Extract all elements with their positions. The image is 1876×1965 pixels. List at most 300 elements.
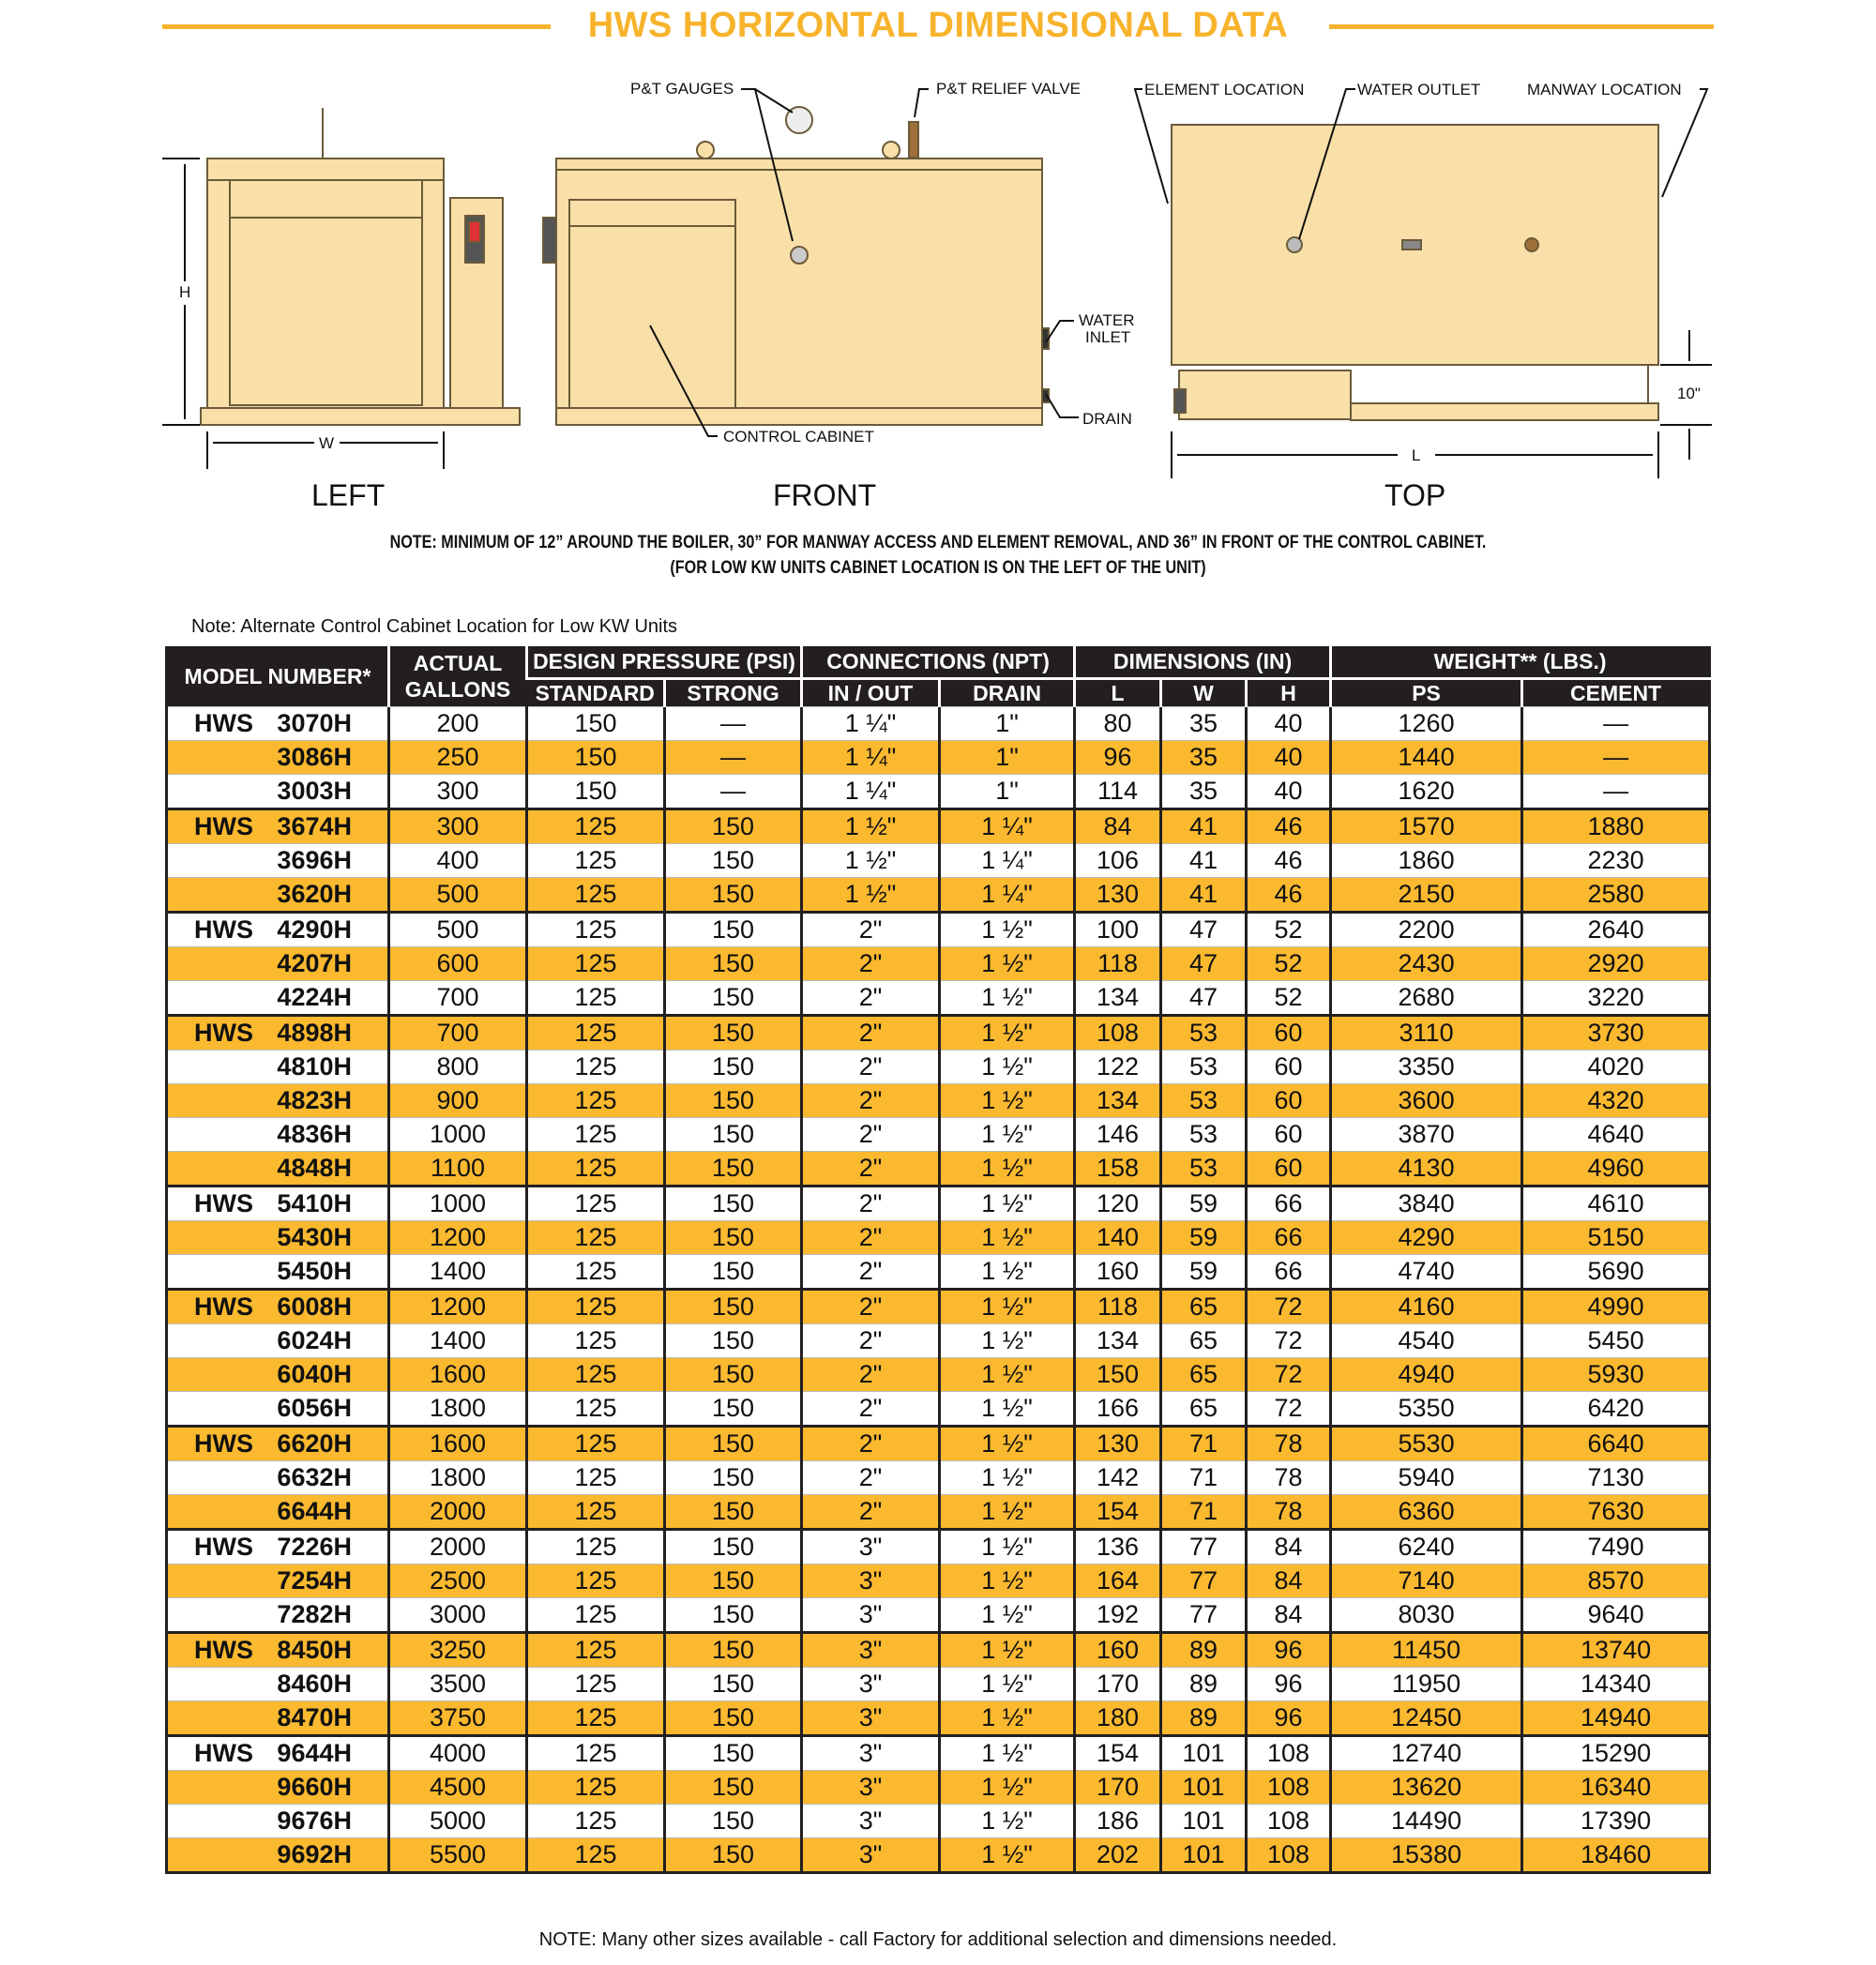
cell-drain: 1 ½" xyxy=(940,1289,1075,1323)
header-weight: WEIGHT** (LBS.) xyxy=(1331,646,1710,678)
cell-w: 53 xyxy=(1161,1083,1247,1117)
table-row xyxy=(167,1083,1710,1117)
table-note: Note: Alternate Control Cabinet Location for Low KW Units xyxy=(191,616,678,637)
cell-h: 66 xyxy=(1247,1186,1331,1220)
cell-h: 96 xyxy=(1247,1700,1331,1735)
cell-ps: 1440 xyxy=(1331,740,1522,774)
cell-cement: 7130 xyxy=(1522,1460,1710,1494)
model-prefix: HWS xyxy=(194,708,253,737)
cell-h: 108 xyxy=(1247,1770,1331,1804)
cell-strong: 150 xyxy=(665,946,802,980)
cell-ps: 12740 xyxy=(1331,1735,1522,1770)
cell-l: 160 xyxy=(1075,1632,1161,1667)
clearance-note: NOTE: MINIMUM OF 12” AROUND THE BOILER, 30” FOR MANWAY ACCESS AND ELEMENT REMOVAL, AND 36” IN FRONT OF THE CONTROL CABINET. xyxy=(389,533,1487,552)
header-standard: STANDARD xyxy=(527,678,665,706)
cell-ps: 1860 xyxy=(1331,843,1522,877)
cell-ps: 4540 xyxy=(1331,1323,1522,1357)
model-number: 8460H xyxy=(277,1669,352,1698)
cell-cement: 4320 xyxy=(1522,1083,1710,1117)
dimensional-data-table xyxy=(165,646,1711,1874)
cell-h: 72 xyxy=(1247,1391,1331,1426)
cell-strong: 150 xyxy=(665,1632,802,1667)
cell-l: 146 xyxy=(1075,1117,1161,1151)
cell-h: 66 xyxy=(1247,1220,1331,1254)
cell-ps: 15380 xyxy=(1331,1837,1522,1872)
cell-gallons: 1600 xyxy=(389,1357,527,1391)
cell-ps: 5530 xyxy=(1331,1426,1522,1460)
model-number: 6024H xyxy=(277,1325,352,1354)
cell-ps: 3600 xyxy=(1331,1083,1522,1117)
cell-in-out: 2" xyxy=(802,1220,940,1254)
cell-ps: 11950 xyxy=(1331,1667,1522,1700)
cell-model xyxy=(167,1564,389,1597)
header-w: W xyxy=(1161,678,1247,706)
callout-water-inlet-1: WATER xyxy=(1079,311,1135,329)
cell-drain: 1 ¼" xyxy=(940,809,1075,843)
cell-h: 108 xyxy=(1247,1735,1331,1770)
cell-cement: — xyxy=(1522,706,1710,740)
cell-gallons: 300 xyxy=(389,774,527,809)
cell-h: 46 xyxy=(1247,809,1331,843)
table-row xyxy=(167,740,1710,774)
cell-cement: 6420 xyxy=(1522,1391,1710,1426)
model-number: 4207H xyxy=(277,948,352,977)
cell-drain: 1 ½" xyxy=(940,1837,1075,1872)
cell-model xyxy=(167,1050,389,1083)
cell-in-out: 2" xyxy=(802,1083,940,1117)
cell-standard: 125 xyxy=(527,912,665,946)
cell-drain: 1 ½" xyxy=(940,1015,1075,1050)
cell-cement: 9640 xyxy=(1522,1597,1710,1632)
cell-gallons: 1200 xyxy=(389,1289,527,1323)
table-row xyxy=(167,1700,1710,1735)
table-row xyxy=(167,706,1710,740)
cell-w: 71 xyxy=(1161,1426,1247,1460)
cell-w: 89 xyxy=(1161,1667,1247,1700)
cell-drain: 1" xyxy=(940,774,1075,809)
model-prefix: HWS xyxy=(194,1532,253,1561)
model-number: 9644H xyxy=(277,1738,352,1767)
cell-l: 134 xyxy=(1075,980,1161,1015)
table-row xyxy=(167,912,1710,946)
cell-standard: 125 xyxy=(527,877,665,912)
cell-gallons: 3500 xyxy=(389,1667,527,1700)
cell-cement: 1880 xyxy=(1522,809,1710,843)
cell-strong: 150 xyxy=(665,1597,802,1632)
cell-strong: 150 xyxy=(665,1770,802,1804)
cell-l: 170 xyxy=(1075,1667,1161,1700)
cell-strong: 150 xyxy=(665,1289,802,1323)
table-row xyxy=(167,1117,1710,1151)
cell-l: 202 xyxy=(1075,1837,1161,1872)
cell-in-out: 2" xyxy=(802,1391,940,1426)
cell-w: 35 xyxy=(1161,740,1247,774)
model-number: 3070H xyxy=(277,708,352,737)
cell-in-out: 3" xyxy=(802,1564,940,1597)
model-number: 7226H xyxy=(277,1532,352,1561)
cell-in-out: 2" xyxy=(802,1254,940,1289)
cell-gallons: 250 xyxy=(389,740,527,774)
model-number: 4823H xyxy=(277,1085,352,1114)
cell-ps: 12450 xyxy=(1331,1700,1522,1735)
cell-cement: 3730 xyxy=(1522,1015,1710,1050)
view-label-front: FRONT xyxy=(773,478,877,512)
cell-strong: 150 xyxy=(665,1357,802,1391)
model-number: 4810H xyxy=(277,1051,352,1081)
cell-model xyxy=(167,946,389,980)
cell-drain: 1 ½" xyxy=(940,1700,1075,1735)
callout-pt-gauges: P&T GAUGES xyxy=(630,80,734,98)
cell-standard: 125 xyxy=(527,1529,665,1564)
cell-gallons: 3000 xyxy=(389,1597,527,1632)
cell-drain: 1" xyxy=(940,740,1075,774)
cell-h: 108 xyxy=(1247,1804,1331,1837)
top-view-drawing xyxy=(1172,125,1658,420)
cell-strong: 150 xyxy=(665,1186,802,1220)
cell-h: 96 xyxy=(1247,1667,1331,1700)
table-row xyxy=(167,1220,1710,1254)
cell-drain: 1 ½" xyxy=(940,1667,1075,1700)
cell-ps: 3350 xyxy=(1331,1050,1522,1083)
cell-drain: 1 ½" xyxy=(940,1597,1075,1632)
cell-w: 65 xyxy=(1161,1357,1247,1391)
cell-cement: 5930 xyxy=(1522,1357,1710,1391)
cell-l: 134 xyxy=(1075,1083,1161,1117)
cell-ps: 2680 xyxy=(1331,980,1522,1015)
cell-w: 47 xyxy=(1161,980,1247,1015)
cell-h: 60 xyxy=(1247,1015,1331,1050)
cell-w: 65 xyxy=(1161,1323,1247,1357)
cell-ps: 1620 xyxy=(1331,774,1522,809)
cell-drain: 1 ¼" xyxy=(940,843,1075,877)
header-h: H xyxy=(1247,678,1331,706)
header-dimensions: DIMENSIONS (IN) xyxy=(1075,646,1331,678)
cell-model xyxy=(167,843,389,877)
model-prefix: HWS xyxy=(194,811,253,840)
cell-l: 134 xyxy=(1075,1323,1161,1357)
cell-drain: 1 ½" xyxy=(940,1632,1075,1667)
model-number: 7254H xyxy=(277,1565,352,1595)
cell-model xyxy=(167,1254,389,1289)
model-prefix: HWS xyxy=(194,914,253,944)
cell-ps: 4940 xyxy=(1331,1357,1522,1391)
cell-gallons: 1100 xyxy=(389,1151,527,1186)
cell-drain: 1" xyxy=(940,706,1075,740)
model-number: 6632H xyxy=(277,1462,352,1491)
cell-in-out: 1 ½" xyxy=(802,809,940,843)
model-prefix: HWS xyxy=(194,1738,253,1767)
cell-strong: 150 xyxy=(665,1083,802,1117)
cell-ps: 2150 xyxy=(1331,877,1522,912)
cell-in-out: 3" xyxy=(802,1700,940,1735)
cell-w: 41 xyxy=(1161,877,1247,912)
table-row xyxy=(167,1735,1710,1770)
cell-l: 80 xyxy=(1075,706,1161,740)
cell-w: 59 xyxy=(1161,1220,1247,1254)
cell-in-out: 3" xyxy=(802,1770,940,1804)
cell-drain: 1 ½" xyxy=(940,1050,1075,1083)
cell-strong: 150 xyxy=(665,1254,802,1289)
cell-standard: 125 xyxy=(527,1015,665,1050)
table-row xyxy=(167,1494,1710,1529)
cell-gallons: 300 xyxy=(389,809,527,843)
model-number: 5410H xyxy=(277,1188,352,1217)
model-number: 4290H xyxy=(277,914,352,944)
cell-l: 106 xyxy=(1075,843,1161,877)
cell-standard: 125 xyxy=(527,1117,665,1151)
cell-model xyxy=(167,1391,389,1426)
cell-model xyxy=(167,1117,389,1151)
cell-h: 78 xyxy=(1247,1460,1331,1494)
cell-drain: 1 ½" xyxy=(940,946,1075,980)
cell-model xyxy=(167,912,389,946)
cell-cement: 5690 xyxy=(1522,1254,1710,1289)
cell-standard: 125 xyxy=(527,1289,665,1323)
cell-drain: 1 ½" xyxy=(940,912,1075,946)
cell-h: 78 xyxy=(1247,1426,1331,1460)
cell-l: 118 xyxy=(1075,946,1161,980)
cell-l: 130 xyxy=(1075,877,1161,912)
dim-h-label: H xyxy=(179,283,191,301)
cell-ps: 4130 xyxy=(1331,1151,1522,1186)
header-strong: STRONG xyxy=(665,678,802,706)
cell-drain: 1 ¼" xyxy=(940,877,1075,912)
view-label-left: LEFT xyxy=(311,478,386,512)
cell-cement: 2230 xyxy=(1522,843,1710,877)
cell-strong: 150 xyxy=(665,1735,802,1770)
cell-strong: 150 xyxy=(665,1804,802,1837)
cell-gallons: 3750 xyxy=(389,1700,527,1735)
table-row xyxy=(167,1289,1710,1323)
cell-w: 47 xyxy=(1161,946,1247,980)
cell-model xyxy=(167,1529,389,1564)
cell-in-out: 2" xyxy=(802,1015,940,1050)
cell-cement: 17390 xyxy=(1522,1804,1710,1837)
cell-l: 114 xyxy=(1075,774,1161,809)
cell-gallons: 3250 xyxy=(389,1632,527,1667)
cell-standard: 125 xyxy=(527,946,665,980)
cell-gallons: 2500 xyxy=(389,1564,527,1597)
cell-gallons: 2000 xyxy=(389,1529,527,1564)
cell-standard: 125 xyxy=(527,980,665,1015)
cell-cement: 16340 xyxy=(1522,1770,1710,1804)
model-number: 4898H xyxy=(277,1018,352,1047)
model-number: 4848H xyxy=(277,1153,352,1182)
cell-drain: 1 ½" xyxy=(940,1186,1075,1220)
cell-w: 101 xyxy=(1161,1804,1247,1837)
cell-w: 35 xyxy=(1161,774,1247,809)
cell-strong: 150 xyxy=(665,1460,802,1494)
cell-h: 72 xyxy=(1247,1357,1331,1391)
cell-model xyxy=(167,774,389,809)
cell-cement: 18460 xyxy=(1522,1837,1710,1872)
cell-standard: 125 xyxy=(527,1700,665,1735)
cell-h: 96 xyxy=(1247,1632,1331,1667)
cell-gallons: 4500 xyxy=(389,1770,527,1804)
cell-h: 108 xyxy=(1247,1837,1331,1872)
cell-strong: 150 xyxy=(665,1015,802,1050)
table-row xyxy=(167,1529,1710,1564)
cell-h: 60 xyxy=(1247,1083,1331,1117)
callout-water-outlet: WATER OUTLET xyxy=(1357,81,1481,98)
cell-w: 47 xyxy=(1161,912,1247,946)
cell-gallons: 500 xyxy=(389,912,527,946)
table-row xyxy=(167,1391,1710,1426)
cell-w: 53 xyxy=(1161,1015,1247,1050)
model-number: 5430H xyxy=(277,1222,352,1251)
model-number: 6056H xyxy=(277,1393,352,1422)
model-number: 8450H xyxy=(277,1635,352,1664)
cell-in-out: 1 ¼" xyxy=(802,740,940,774)
cell-cement: 14340 xyxy=(1522,1667,1710,1700)
cell-w: 53 xyxy=(1161,1050,1247,1083)
cell-in-out: 2" xyxy=(802,1117,940,1151)
table-row xyxy=(167,1426,1710,1460)
cell-drain: 1 ½" xyxy=(940,1151,1075,1186)
cell-w: 41 xyxy=(1161,809,1247,843)
cell-model xyxy=(167,706,389,740)
cell-cement: 8570 xyxy=(1522,1564,1710,1597)
header-ps: PS xyxy=(1331,678,1522,706)
cell-ps: 7140 xyxy=(1331,1564,1522,1597)
cell-cement: 4960 xyxy=(1522,1151,1710,1186)
cell-drain: 1 ½" xyxy=(940,1770,1075,1804)
cell-l: 158 xyxy=(1075,1151,1161,1186)
cell-standard: 125 xyxy=(527,1667,665,1700)
cell-in-out: 1 ¼" xyxy=(802,774,940,809)
table-row xyxy=(167,1151,1710,1186)
cell-in-out: 2" xyxy=(802,946,940,980)
cell-standard: 125 xyxy=(527,1050,665,1083)
cell-model xyxy=(167,1632,389,1667)
cell-gallons: 600 xyxy=(389,946,527,980)
cell-cement: 5450 xyxy=(1522,1323,1710,1357)
cell-in-out: 2" xyxy=(802,1289,940,1323)
table-row xyxy=(167,1254,1710,1289)
cell-strong: 150 xyxy=(665,1117,802,1151)
cell-in-out: 3" xyxy=(802,1529,940,1564)
view-label-top: TOP xyxy=(1384,478,1446,512)
cell-model xyxy=(167,1357,389,1391)
cell-cement: 15290 xyxy=(1522,1735,1710,1770)
header-drain: DRAIN xyxy=(940,678,1075,706)
cell-h: 72 xyxy=(1247,1323,1331,1357)
cell-model xyxy=(167,1323,389,1357)
cell-model xyxy=(167,1289,389,1323)
cell-l: 192 xyxy=(1075,1597,1161,1632)
cell-w: 89 xyxy=(1161,1700,1247,1735)
cell-l: 154 xyxy=(1075,1735,1161,1770)
cell-cement: 2920 xyxy=(1522,946,1710,980)
cell-ps: 8030 xyxy=(1331,1597,1522,1632)
low-kw-note: (FOR LOW KW UNITS CABINET LOCATION IS ON THE LEFT OF THE UNIT) xyxy=(670,558,1206,578)
model-prefix: HWS xyxy=(194,1428,253,1458)
cell-drain: 1 ½" xyxy=(940,1323,1075,1357)
cell-model xyxy=(167,980,389,1015)
table-row xyxy=(167,980,1710,1015)
callout-water-inlet-2: INLET xyxy=(1085,328,1131,346)
cell-drain: 1 ½" xyxy=(940,1460,1075,1494)
cell-drain: 1 ½" xyxy=(940,1220,1075,1254)
cell-strong: — xyxy=(665,774,802,809)
table-row xyxy=(167,1770,1710,1804)
cell-ps: 5940 xyxy=(1331,1460,1522,1494)
cell-drain: 1 ½" xyxy=(940,1083,1075,1117)
model-number: 6040H xyxy=(277,1359,352,1388)
cell-in-out: 3" xyxy=(802,1735,940,1770)
header-model: MODEL NUMBER* xyxy=(167,646,389,706)
cell-drain: 1 ½" xyxy=(940,1357,1075,1391)
cell-model xyxy=(167,1151,389,1186)
cell-cement: 2640 xyxy=(1522,912,1710,946)
dim-l-label: L xyxy=(1412,446,1421,464)
cell-standard: 125 xyxy=(527,1564,665,1597)
header-cement: CEMENT xyxy=(1522,678,1710,706)
cell-model xyxy=(167,1494,389,1529)
cell-drain: 1 ½" xyxy=(940,1529,1075,1564)
model-number: 6644H xyxy=(277,1496,352,1525)
cell-model xyxy=(167,1220,389,1254)
model-number: 3086H xyxy=(277,742,352,771)
cell-h: 84 xyxy=(1247,1529,1331,1564)
cell-l: 186 xyxy=(1075,1804,1161,1837)
cell-ps: 4160 xyxy=(1331,1289,1522,1323)
table-row xyxy=(167,1597,1710,1632)
model-number: 5450H xyxy=(277,1256,352,1285)
cell-model xyxy=(167,877,389,912)
header-connections: CONNECTIONS (NPT) xyxy=(802,646,1075,678)
cell-standard: 125 xyxy=(527,1083,665,1117)
cell-model xyxy=(167,1735,389,1770)
cell-h: 40 xyxy=(1247,706,1331,740)
header-in-out: IN / OUT xyxy=(802,678,940,706)
cell-strong: 150 xyxy=(665,1391,802,1426)
model-number: 9676H xyxy=(277,1806,352,1835)
cell-l: 170 xyxy=(1075,1770,1161,1804)
cell-ps: 13620 xyxy=(1331,1770,1522,1804)
model-number: 3696H xyxy=(277,845,352,874)
cell-standard: 150 xyxy=(527,706,665,740)
cell-model xyxy=(167,1426,389,1460)
cell-w: 77 xyxy=(1161,1529,1247,1564)
cell-h: 66 xyxy=(1247,1254,1331,1289)
cell-in-out: 1 ½" xyxy=(802,877,940,912)
model-number: 6620H xyxy=(277,1428,352,1458)
cell-drain: 1 ½" xyxy=(940,1117,1075,1151)
cell-w: 101 xyxy=(1161,1735,1247,1770)
cell-ps: 3870 xyxy=(1331,1117,1522,1151)
table-row xyxy=(167,1357,1710,1391)
cell-model xyxy=(167,1015,389,1050)
cell-ps: 2430 xyxy=(1331,946,1522,980)
table-row xyxy=(167,1837,1710,1872)
model-number: 3674H xyxy=(277,811,352,840)
cell-strong: 150 xyxy=(665,877,802,912)
cell-cement: 4640 xyxy=(1522,1117,1710,1151)
cell-l: 166 xyxy=(1075,1391,1161,1426)
cell-h: 78 xyxy=(1247,1494,1331,1529)
cell-in-out: 3" xyxy=(802,1597,940,1632)
cell-gallons: 500 xyxy=(389,877,527,912)
cell-standard: 125 xyxy=(527,1770,665,1804)
model-number: 3003H xyxy=(277,776,352,805)
table-row xyxy=(167,1015,1710,1050)
cell-cement: 2580 xyxy=(1522,877,1710,912)
cell-gallons: 4000 xyxy=(389,1735,527,1770)
model-number: 9692H xyxy=(277,1839,352,1868)
cell-standard: 125 xyxy=(527,1426,665,1460)
table-row xyxy=(167,809,1710,843)
